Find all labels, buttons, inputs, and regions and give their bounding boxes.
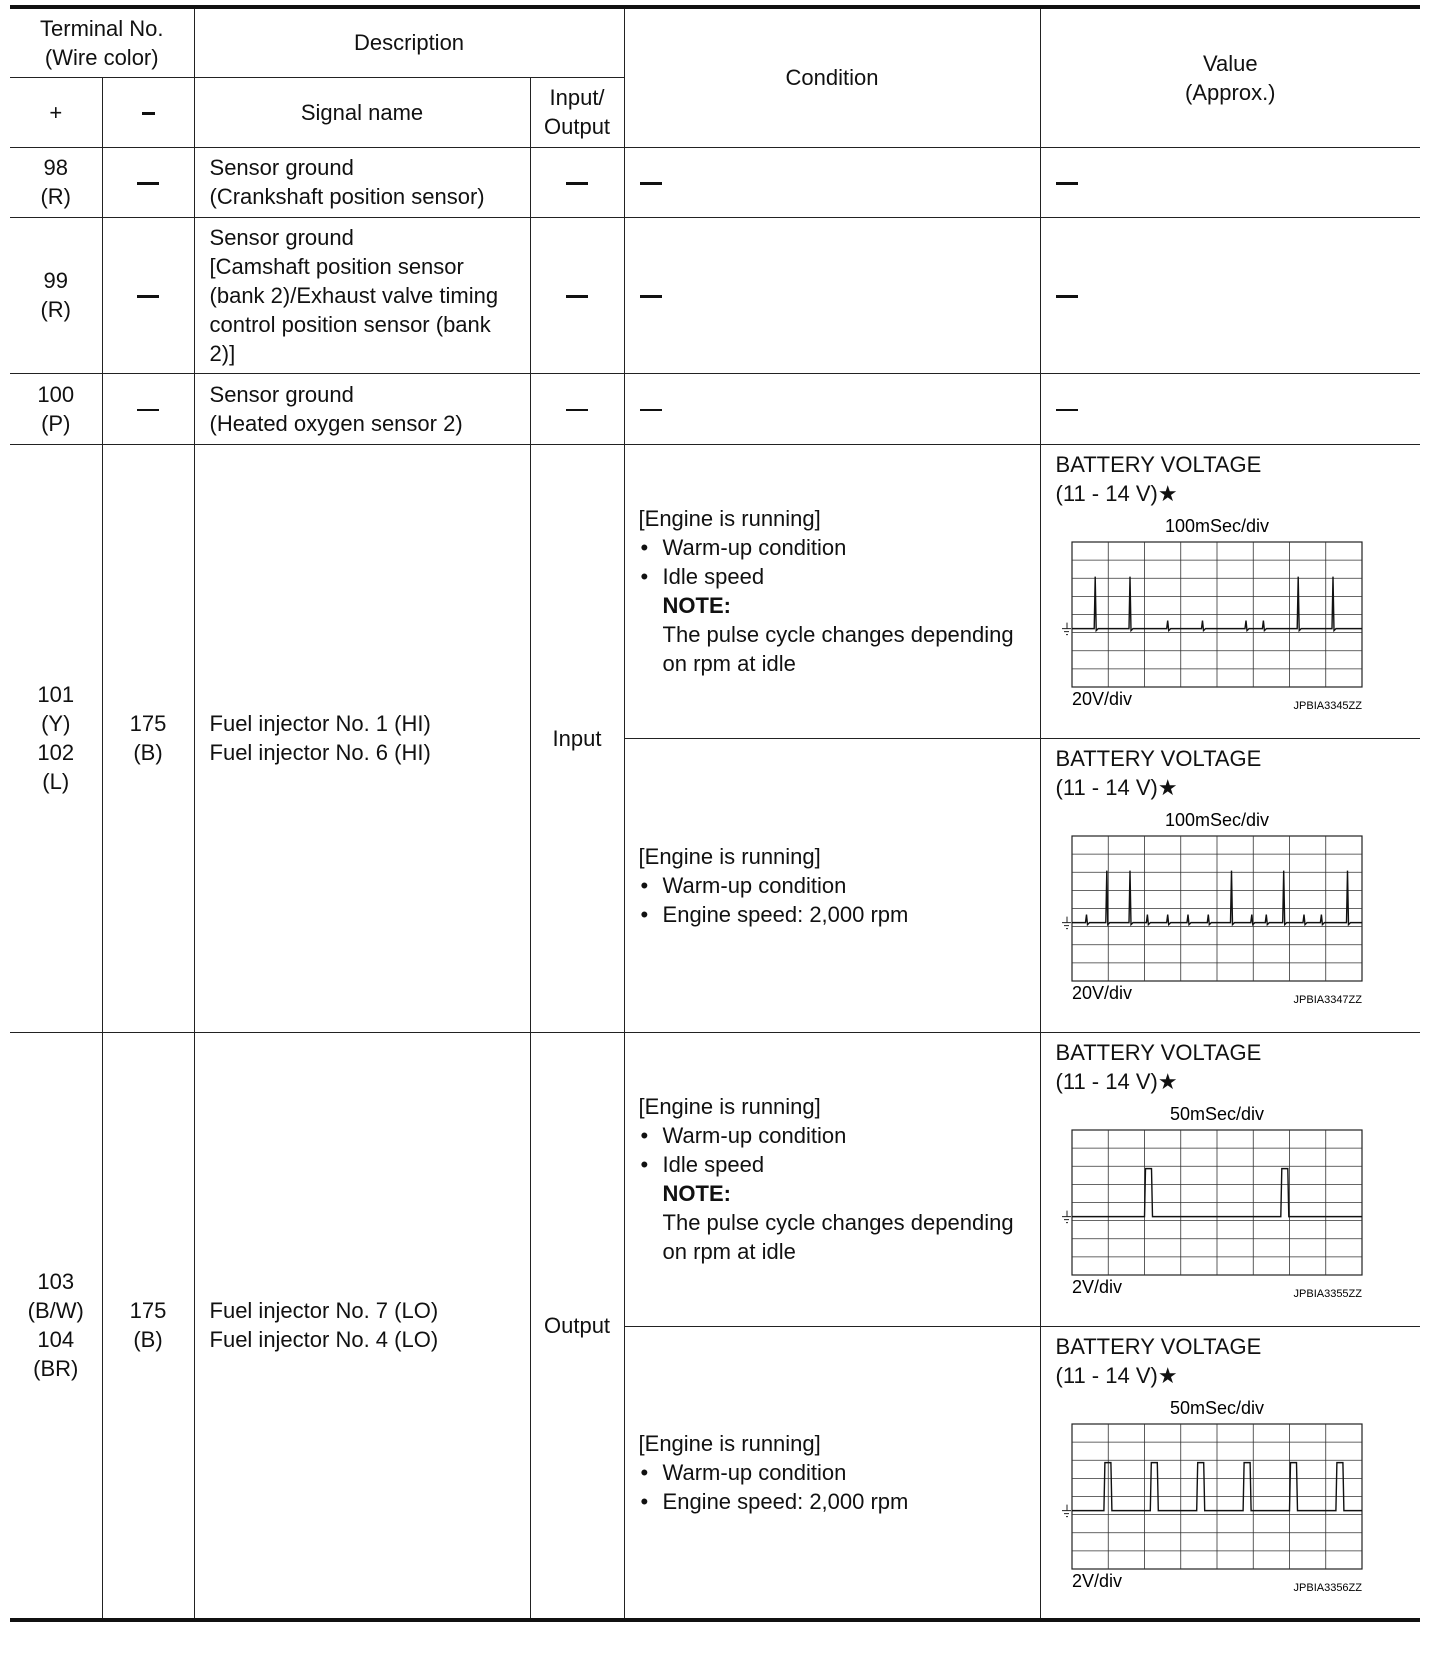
- time-div-label: 100mSec/div: [1164, 809, 1269, 830]
- table-row: [10, 147, 1420, 217]
- value-label: BATTERY VOLTAGE: [1055, 1039, 1262, 1065]
- signal-name: Sensor ground (Crankshaft position sensor): [194, 147, 530, 217]
- star-icon: ★: [1157, 1362, 1178, 1388]
- ground-icon: [1062, 622, 1071, 634]
- input-output: [530, 373, 624, 444]
- table-row: [10, 1032, 1420, 1326]
- condition-bullet: • Warm-up condition: [639, 1121, 1040, 1150]
- table-row: [10, 373, 1420, 444]
- star-icon: ★: [1157, 1068, 1178, 1094]
- terminal-minus: [102, 217, 194, 373]
- header-terminal-no: Terminal No. (Wire color): [10, 7, 194, 77]
- condition-bullet: • Idle speed: [639, 562, 1040, 591]
- condition: [624, 217, 1040, 373]
- oscilloscope-waveform: [1056, 510, 1366, 715]
- header-signal-name: Signal name: [194, 77, 530, 147]
- time-div-label: 100mSec/div: [1164, 515, 1269, 536]
- signal-name: Sensor ground [Camshaft position sensor (bank 2)/Exhaust valve timing control position sensor (bank 2)]: [194, 217, 530, 373]
- header-condition: Condition: [624, 7, 1040, 147]
- input-output: Output: [530, 1032, 624, 1620]
- terminal-plus: 101 (Y) 102 (L): [10, 444, 102, 1032]
- terminal-minus: 175 (B): [102, 444, 194, 1032]
- condition: [Engine is running] • Warm-up condition • Engine speed: 2,000 rpm: [624, 1326, 1040, 1620]
- terminal-plus: 100 (P): [10, 373, 102, 444]
- condition-bullet: • Warm-up condition: [639, 1458, 1040, 1487]
- condition-bullet: • Warm-up condition: [639, 871, 1040, 900]
- oscilloscope-waveform: [1056, 804, 1366, 1009]
- value: BATTERY VOLTAGE (11 - 14 V)★ 50mSec/div 2V/div JPBIA3355ZZ: [1040, 1032, 1420, 1326]
- value-label: BATTERY VOLTAGE: [1055, 745, 1262, 771]
- figure-ref: JPBIA3355ZZ: [1293, 1287, 1362, 1300]
- terminal-plus: 98 (R): [10, 147, 102, 217]
- header-plus: +: [10, 77, 102, 147]
- terminal-spec-sheet: [10, 5, 1420, 1622]
- note-label: NOTE:: [662, 593, 731, 618]
- terminal-plus: 99 (R): [10, 217, 102, 373]
- oscilloscope-waveform: [1056, 1098, 1366, 1303]
- header-input-output: Input/ Output: [530, 77, 624, 147]
- input-output: [530, 217, 624, 373]
- value: BATTERY VOLTAGE (11 - 14 V)★ 50mSec/div 2V/div JPBIA3356ZZ: [1040, 1326, 1420, 1620]
- value: BATTERY VOLTAGE (11 - 14 V)★ 100mSec/div 20V/div JPBIA3345ZZ: [1040, 444, 1420, 738]
- condition-bullet: • Engine speed: 2,000 rpm: [639, 1487, 1040, 1516]
- signal-name: Fuel injector No. 7 (LO) Fuel injector No. 4 (LO): [194, 1032, 530, 1620]
- volt-div-label: 20V/div: [1071, 688, 1132, 709]
- condition: [Engine is running] • Warm-up condition • Idle speed NOTE: The pulse cycle changes depending on rpm at idle: [624, 1032, 1040, 1326]
- terminal-minus: [102, 373, 194, 444]
- value: [1040, 147, 1420, 217]
- volt-div-label: 2V/div: [1071, 1570, 1122, 1591]
- volt-div-label: 2V/div: [1071, 1276, 1122, 1297]
- condition-bullet: • Idle speed: [639, 1150, 1040, 1179]
- condition: [624, 373, 1040, 444]
- table-row: [10, 444, 1420, 738]
- terminal-minus: 175 (B): [102, 1032, 194, 1620]
- note-label: NOTE:: [662, 1181, 731, 1206]
- signal-name: Sensor ground (Heated oxygen sensor 2): [194, 373, 530, 444]
- time-div-label: 50mSec/div: [1169, 1103, 1264, 1124]
- header-value: Value (Approx.): [1040, 7, 1420, 147]
- input-output: [530, 147, 624, 217]
- condition-bullet: • Engine speed: 2,000 rpm: [639, 900, 1040, 929]
- value-label: BATTERY VOLTAGE: [1055, 451, 1262, 477]
- terminal-plus: 103 (B/W) 104 (BR): [10, 1032, 102, 1620]
- condition: [624, 147, 1040, 217]
- condition-bullet: • Warm-up condition: [639, 533, 1040, 562]
- value: BATTERY VOLTAGE (11 - 14 V)★ 100mSec/div 20V/div JPBIA3347ZZ: [1040, 738, 1420, 1032]
- value: [1040, 217, 1420, 373]
- header-description: Description: [194, 7, 624, 77]
- terminal-minus: [102, 147, 194, 217]
- value: [1040, 373, 1420, 444]
- ground-icon: [1062, 1210, 1071, 1222]
- condition: [Engine is running] • Warm-up condition • Idle speed NOTE: The pulse cycle changes depending on rpm at idle: [624, 444, 1040, 738]
- ground-icon: [1062, 916, 1071, 928]
- condition: [Engine is running] • Warm-up condition • Engine speed: 2,000 rpm: [624, 738, 1040, 1032]
- signal-name: Fuel injector No. 1 (HI) Fuel injector No. 6 (HI): [194, 444, 530, 1032]
- star-icon: ★: [1157, 774, 1178, 800]
- ground-icon: [1062, 1504, 1071, 1516]
- figure-ref: JPBIA3345ZZ: [1293, 699, 1362, 712]
- time-div-label: 50mSec/div: [1169, 1397, 1264, 1418]
- figure-ref: JPBIA3347ZZ: [1293, 993, 1362, 1006]
- value-label: BATTERY VOLTAGE: [1055, 1333, 1262, 1359]
- header-minus: [102, 77, 194, 147]
- input-output: Input: [530, 444, 624, 1032]
- volt-div-label: 20V/div: [1071, 982, 1132, 1003]
- oscilloscope-waveform: [1056, 1392, 1366, 1597]
- table-row: [10, 217, 1420, 373]
- star-icon: ★: [1157, 480, 1178, 506]
- terminal-spec-table: [10, 5, 1420, 1622]
- figure-ref: JPBIA3356ZZ: [1293, 1581, 1362, 1594]
